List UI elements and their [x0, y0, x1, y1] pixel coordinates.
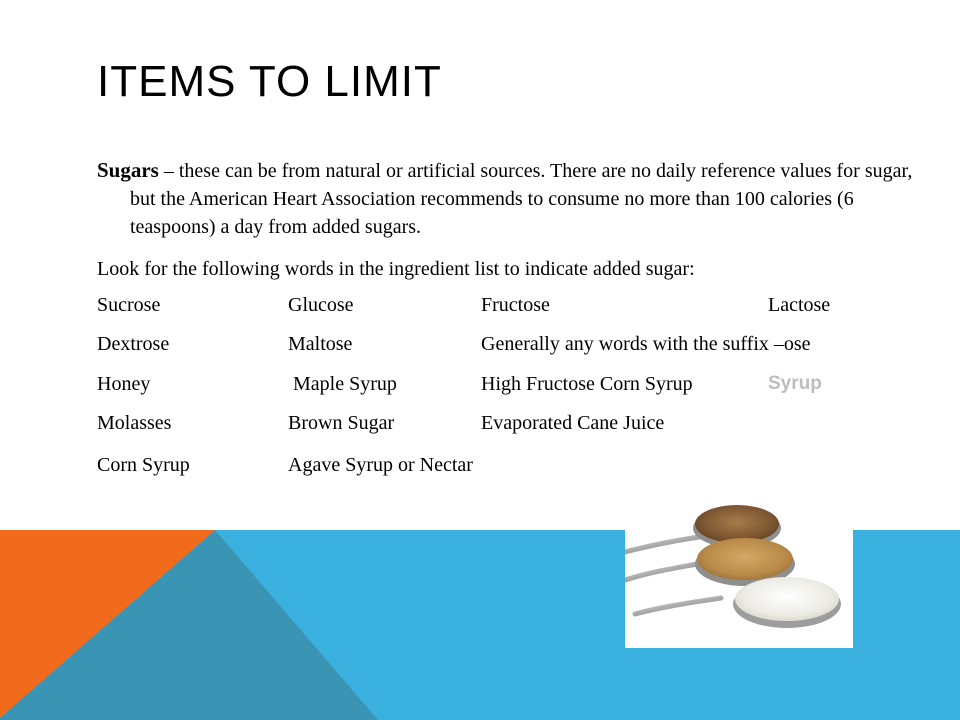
sugar-term: Lactose — [768, 294, 831, 316]
sugar-row — [97, 451, 897, 479]
sugar-term: Generally any words with the suffix –ose — [481, 333, 811, 355]
sugar-term: Brown Sugar — [288, 412, 395, 434]
sugar-term: High Fructose Corn Syrup — [481, 373, 693, 395]
spoons-of-sugar-photo — [625, 494, 853, 648]
sugars-paragraph — [97, 156, 930, 241]
sugar-term: Honey — [97, 373, 151, 395]
sugar-row — [97, 291, 897, 319]
sugar-row — [97, 370, 897, 398]
sugar-term: Corn Syrup — [97, 454, 190, 476]
sugar-term: Maltose — [288, 333, 353, 355]
sugar-term-faint: Syrup — [768, 373, 822, 394]
sugar-term: Dextrose — [97, 333, 170, 355]
sugar-term: Evaporated Cane Juice — [481, 412, 665, 434]
sugars-description: – these can be from natural or artificial sources. There are no daily reference values for sugar, but the American Heart Association recommends to consume no more than 100 calories (6 teaspoons) a day from added sugars. — [130, 160, 913, 238]
sugar-term: Fructose — [481, 294, 550, 316]
sugar-term: Agave Syrup or Nectar — [288, 454, 473, 476]
sugar-term: Maple Syrup — [288, 373, 397, 395]
slide-title: ITEMS TO LIMIT — [97, 57, 442, 106]
sugar-row — [97, 409, 897, 437]
sugar-row — [97, 330, 897, 358]
sugars-label: Sugars — [97, 158, 159, 182]
ingredient-instruction: Look for the following words in the ingredient list to indicate added sugar: — [97, 258, 695, 280]
sugar-term: Molasses — [97, 412, 172, 434]
sugar-term: Sucrose — [97, 294, 161, 316]
sugar-spoons-photo — [625, 494, 853, 648]
sugar-term: Glucose — [288, 294, 354, 316]
